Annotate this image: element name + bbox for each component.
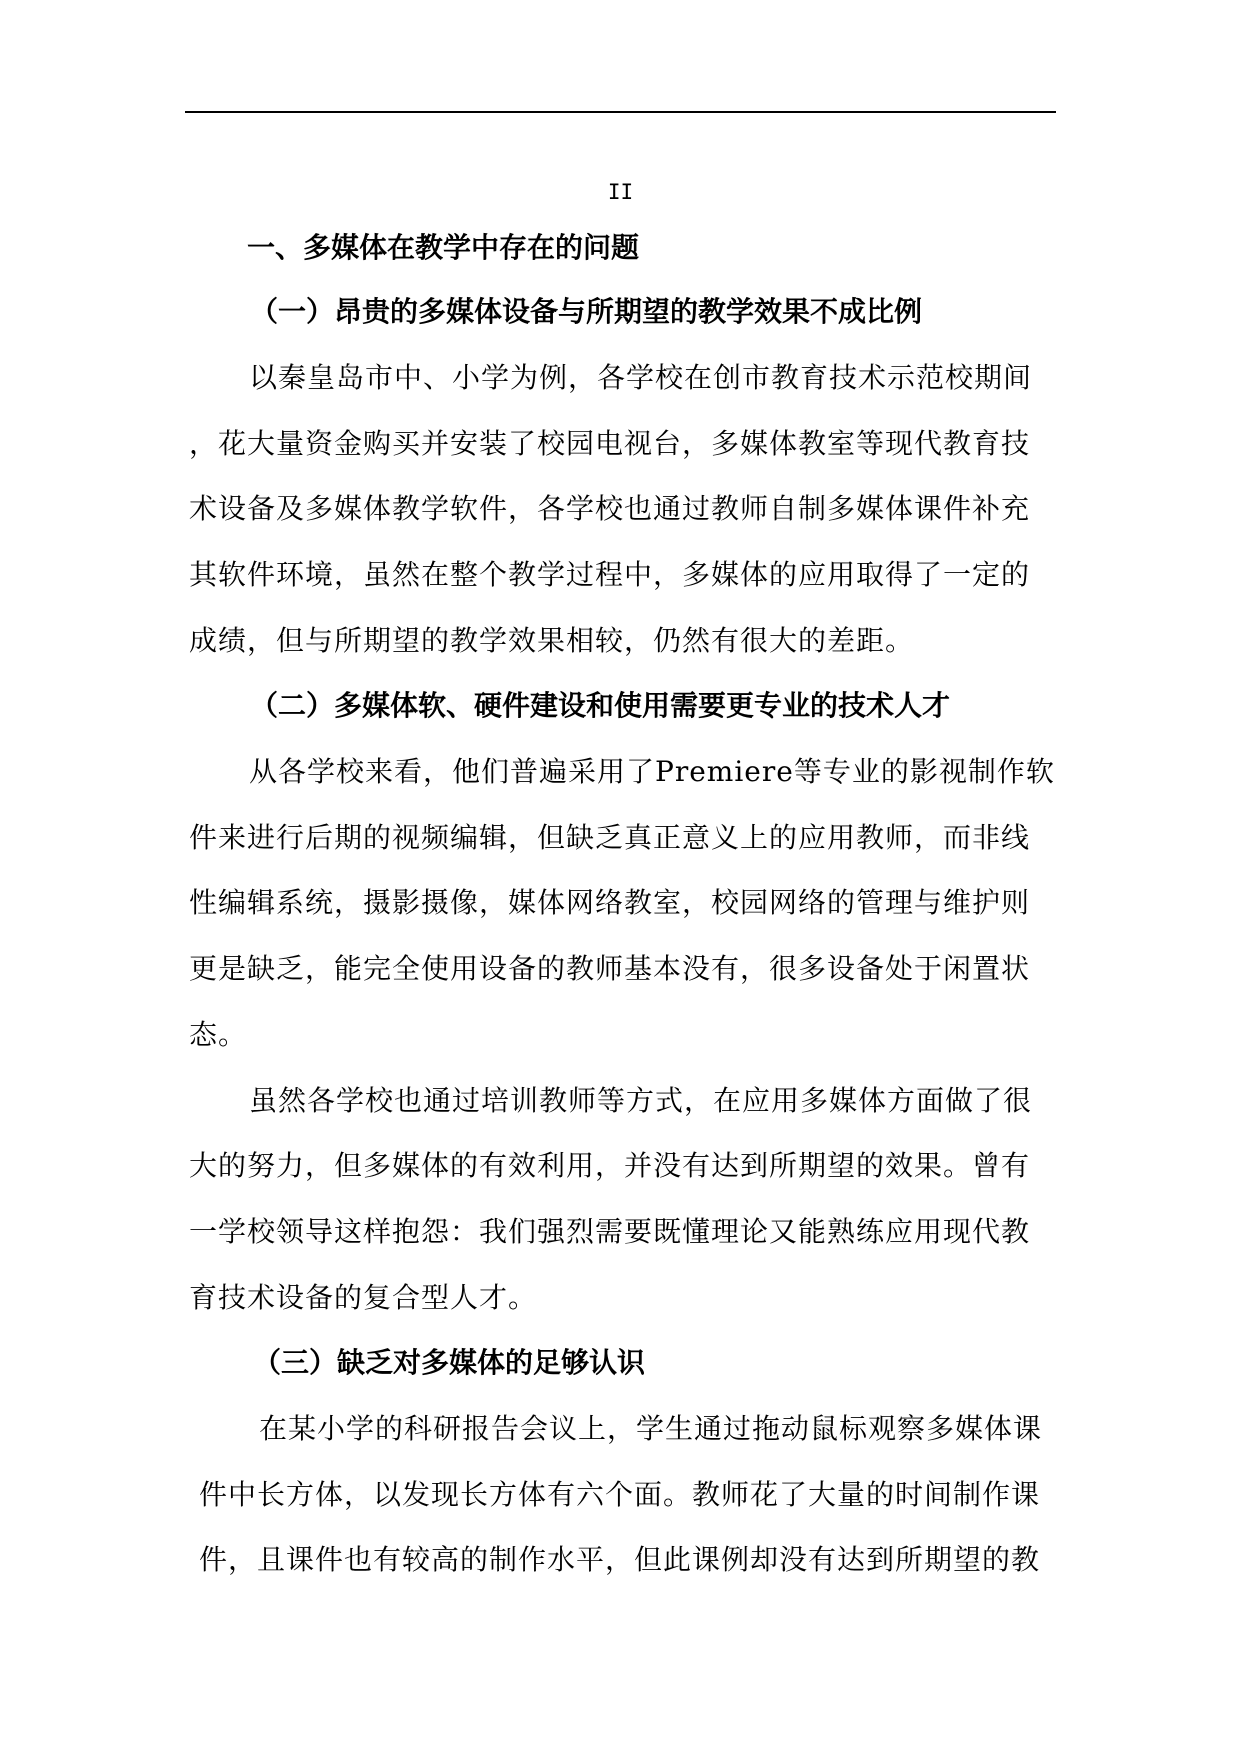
paragraph-line: 件，且课件也有较高的制作水平，但此课例却没有达到所期望的教: [199, 1543, 1041, 1576]
paragraph-line: 大的努力，但多媒体的有效利用，并没有达到所期望的效果。曾有: [189, 1149, 1031, 1182]
subsection-heading-1: （一）昂贵的多媒体设备与所期望的教学效果不成比例: [250, 295, 923, 328]
paragraph-line: 育技术设备的复合型人才。: [189, 1281, 538, 1314]
paragraph-line: 更是缺乏，能完全使用设备的教师基本没有，很多设备处于闲置状: [189, 952, 1031, 985]
paragraph-line: 件来进行后期的视频编辑，但缺乏真正意义上的应用教师，而非线: [189, 821, 1031, 854]
header-rule: [185, 111, 1056, 113]
paragraph-line: 术设备及多媒体教学软件，各学校也通过教师自制多媒体课件补充: [189, 492, 1031, 525]
paragraph-line: 成绩，但与所期望的教学效果相较，仍然有很大的差距。: [189, 624, 915, 657]
page-number: II: [607, 180, 634, 204]
paragraph-line: 虽然各学校也通过培训教师等方式，在应用多媒体方面做了很: [249, 1084, 1033, 1117]
paragraph-line: 在某小学的科研报告会议上，学生通过拖动鼠标观察多媒体课: [259, 1412, 1043, 1445]
paragraph-line: ，花大量资金购买并安装了校园电视台，多媒体教室等现代教育技: [189, 427, 1031, 460]
paragraph-line: 从各学校来看，他们普遍采用了Premiere等专业的影视制作软: [249, 755, 1055, 788]
paragraph-line: 性编辑系统，摄影摄像，媒体网络教室，校园网络的管理与维护则: [189, 886, 1031, 919]
subsection-heading-3: （三）缺乏对多媒体的足够认识: [253, 1346, 646, 1379]
paragraph-line: 态。: [189, 1018, 248, 1051]
paragraph-line: 以秦皇岛市中、小学为例，各学校在创市教育技术示范校期间: [249, 361, 1033, 394]
paragraph-line: 一学校领导这样抱怨：我们强烈需要既懂理论又能熟练应用现代教: [189, 1215, 1031, 1248]
subsection-heading-2: （二）多媒体软、硬件建设和使用需要更专业的技术人才: [250, 689, 951, 722]
paragraph-line: 件中长方体，以发现长方体有六个面。教师花了大量的时间制作课: [199, 1478, 1041, 1511]
paragraph-line: 其软件环境，虽然在整个教学过程中，多媒体的应用取得了一定的: [189, 558, 1031, 591]
section-title: 一、多媒体在教学中存在的问题: [247, 231, 640, 264]
